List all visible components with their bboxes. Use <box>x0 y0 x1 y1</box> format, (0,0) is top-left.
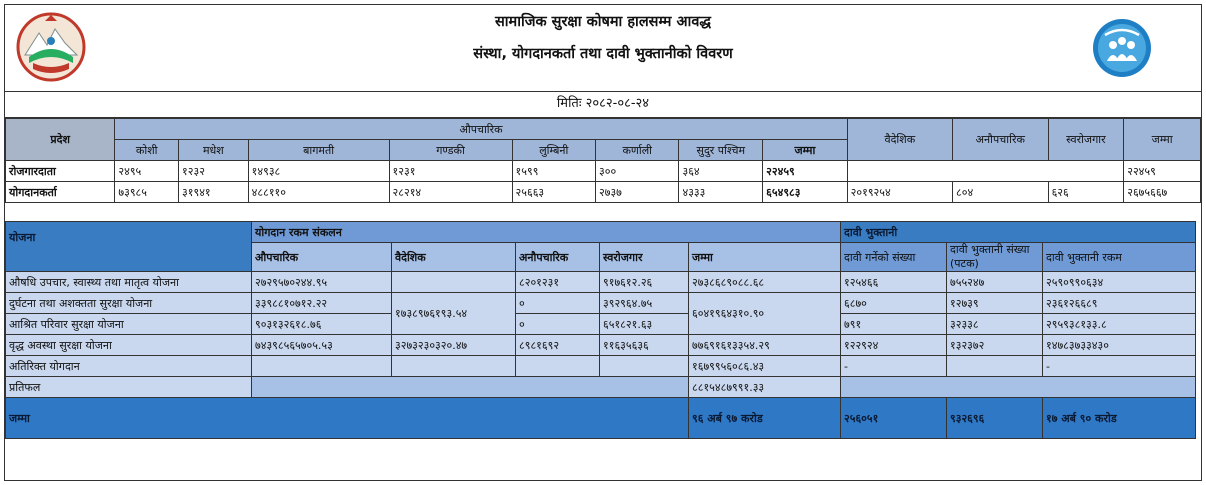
scheme-swarojgar: ६५१८२१.६३ <box>600 314 689 335</box>
contributor-anaupacharik: ८०४ <box>953 182 1049 203</box>
total-header: जम्मा <box>1124 119 1201 161</box>
extra-empty <box>252 356 392 377</box>
scheme-claim-times: १२७३९ <box>947 293 1043 314</box>
employer-value: ३०० <box>596 161 679 182</box>
return-row <box>6 377 1196 398</box>
extra-jamma: १६७९९५६०८६.४३ <box>689 356 841 377</box>
extra-dash: - <box>1043 356 1196 377</box>
col-claim-times: दावी भुक्तानी संख्या (पटक) <box>947 243 1043 272</box>
swarojgar-header: स्वरोजगार <box>1048 119 1124 161</box>
scheme-anaupacharik: ० <box>516 314 600 335</box>
contributor-label: योगदानकर्ता <box>6 182 115 203</box>
pradesh-header: प्रदेश <box>6 119 115 161</box>
grand-claim-amount: १७ अर्ब ९० करोड <box>1043 398 1196 439</box>
yojana-header: योजना <box>6 222 252 272</box>
contributor-value: ७३९८५ <box>115 182 179 203</box>
scheme-claim-amount: २९५९३८१३३.८ <box>1043 314 1196 335</box>
report-title-line1: सामाजिक सुरक्षा कोषमा हालसम्म आवद्ध <box>495 14 711 30</box>
scheme-claim-count: १२५४६६ <box>841 272 947 293</box>
grand-claim-times: ९३२६९६ <box>947 398 1043 439</box>
scheme-jamma: ७७६९१६१३३५४.२९ <box>689 335 841 356</box>
aupacharik-header: औपचारिक <box>115 119 847 140</box>
scheme-anaupacharik: ० <box>516 293 600 314</box>
contributor-value: ३१९४१ <box>179 182 249 203</box>
col-baideshik: वैदेशिक <box>392 243 516 272</box>
employer-value: २४९५ <box>115 161 179 182</box>
employer-empty <box>847 161 1124 182</box>
scheme-claim-amount: १४७८३७३३४३० <box>1043 335 1196 356</box>
province-header: सुदुर पश्चिम <box>679 140 763 161</box>
contributor-row <box>6 182 1201 203</box>
contributor-value: २५६६३ <box>512 182 595 203</box>
extra-contribution-row <box>6 356 1196 377</box>
employer-value: ३६४ <box>679 161 763 182</box>
merged-baideshik: १७३८९७६१९३.५४ <box>392 293 516 335</box>
employer-value: १५९९ <box>512 161 595 182</box>
scheme-anaupacharik: ८९८१६९२ <box>516 335 600 356</box>
summary-table <box>5 118 1201 203</box>
extra-empty <box>947 356 1043 377</box>
scheme-claim-amount: २३६१२६६८९ <box>1043 293 1196 314</box>
employer-value: १२३१ <box>389 161 512 182</box>
province-header: मधेश <box>179 140 249 161</box>
formal-jamma-header: जम्मा <box>763 140 848 161</box>
scheme-name: वृद्ध अवस्था सुरक्षा योजना <box>6 335 252 356</box>
employer-value: १२३२ <box>179 161 249 182</box>
scheme-table <box>5 221 1196 439</box>
scheme-aupacharik: ७४३९८५६५७०५.५३ <box>252 335 392 356</box>
merged-jamma: ६०४१९६४३१०.९० <box>689 293 841 335</box>
scheme-group-header-row <box>6 222 1196 243</box>
anaupacharik-header: अनौपचारिक <box>953 119 1049 161</box>
contributor-total: २६७५६६७ <box>1124 182 1201 203</box>
return-empty <box>841 377 1196 398</box>
report-header <box>5 5 1201 92</box>
scheme-jamma: २७३८६८९०८८.६८ <box>689 272 841 293</box>
grand-label: जम्मा <box>6 398 689 439</box>
scheme-aupacharik: ९०३१३२६१८.७६ <box>252 314 392 335</box>
col-aupacharik: औपचारिक <box>252 243 392 272</box>
province-header: कोशी <box>115 140 179 161</box>
scheme-row <box>6 293 1196 314</box>
employer-row <box>6 161 1201 182</box>
extra-empty <box>516 356 600 377</box>
claim-header: दावी भुक्तानी <box>841 222 1196 243</box>
col-anaupacharik: अनौपचारिक <box>516 243 600 272</box>
grand-jamma: ९६ अर्ब ९७ करोड <box>689 398 841 439</box>
scheme-claim-times: ७५५२४७ <box>947 272 1043 293</box>
scheme-claim-times: १३२३७२ <box>947 335 1043 356</box>
ssf-logo-icon <box>1091 17 1153 79</box>
report-date: मितिः २०८२-०८-२४ <box>5 91 1201 118</box>
scheme-swarojgar: ३९२९६४.७५ <box>600 293 689 314</box>
scheme-baideshik <box>392 272 516 293</box>
scheme-aupacharik: ३३९८८१०७१२.२२ <box>252 293 392 314</box>
scheme-name: दुर्घटना तथा अशक्तता सुरक्षा योजना <box>6 293 252 314</box>
contributor-value: ४३३३ <box>679 182 763 203</box>
col-claim-count: दावी गर्नेको संख्या <box>841 243 947 272</box>
extra-label: अतिरिक्त योगदान <box>6 356 252 377</box>
contributor-baideshik: २०१९२५४ <box>847 182 952 203</box>
grand-claim-count: २५६०५१ <box>841 398 947 439</box>
contributor-swarojgar: ६२६ <box>1048 182 1124 203</box>
scheme-name: औषधि उपचार, स्वास्थ्य तथा मातृत्व योजना <box>6 272 252 293</box>
scheme-aupacharik: २७२९५७०२४४.९५ <box>252 272 392 293</box>
contributor-value: २७३७ <box>596 182 679 203</box>
grand-total-row <box>6 398 1196 439</box>
province-header: बागमती <box>248 140 389 161</box>
scheme-name: आश्रित परिवार सुरक्षा योजना <box>6 314 252 335</box>
employer-jamma: २२४५९ <box>763 161 848 182</box>
contributor-value: २८२१४ <box>389 182 512 203</box>
report-frame <box>4 4 1202 481</box>
scheme-row <box>6 272 1196 293</box>
scheme-swarojgar: ९१७६१२.२६ <box>600 272 689 293</box>
scheme-claim-times: ३२३३८ <box>947 314 1043 335</box>
employer-value: १४९३८ <box>248 161 389 182</box>
province-header: कर्णाली <box>596 140 679 161</box>
employer-total: २२४५९ <box>1124 161 1201 182</box>
extra-empty <box>600 356 689 377</box>
return-empty <box>252 377 689 398</box>
scheme-anaupacharik: ८२०१२३१ <box>516 272 600 293</box>
province-header: लुम्बिनी <box>512 140 595 161</box>
baideshik-header: वैदेशिक <box>847 119 952 161</box>
contributor-value: ४८८११० <box>248 182 389 203</box>
employer-label: रोजगारदाता <box>6 161 115 182</box>
col-swarojgar: स्वरोजगार <box>600 243 689 272</box>
scheme-claim-count: ७९१ <box>841 314 947 335</box>
collection-header: योगदान रकम संकलन <box>252 222 841 243</box>
scheme-claim-amount: २५९०९९०६३४ <box>1043 272 1196 293</box>
return-jamma: ८८१५४८७९९१.३३ <box>689 377 841 398</box>
scheme-claim-count: १२२९२४ <box>841 335 947 356</box>
col-jamma: जम्मा <box>689 243 841 272</box>
extra-empty <box>392 356 516 377</box>
scheme-row <box>6 314 1196 335</box>
scheme-row <box>6 335 1196 356</box>
col-claim-amount: दावी भुक्तानी रकम <box>1043 243 1196 272</box>
province-header: गण्डकी <box>389 140 512 161</box>
contributor-jamma: ६५४९८३ <box>763 182 848 203</box>
report-title-line2: संस्था, योगदानकर्ता तथा दावी भुक्तानीको विवरण <box>473 46 733 62</box>
scheme-swarojgar: ११६३५६३६ <box>600 335 689 356</box>
scheme-claim-count: ६८७० <box>841 293 947 314</box>
extra-dash: - <box>841 356 947 377</box>
summary-header-row <box>6 119 1201 140</box>
scheme-baideshik: ३२७३२३०३२०.४७ <box>392 335 516 356</box>
return-label: प्रतिफल <box>6 377 252 398</box>
